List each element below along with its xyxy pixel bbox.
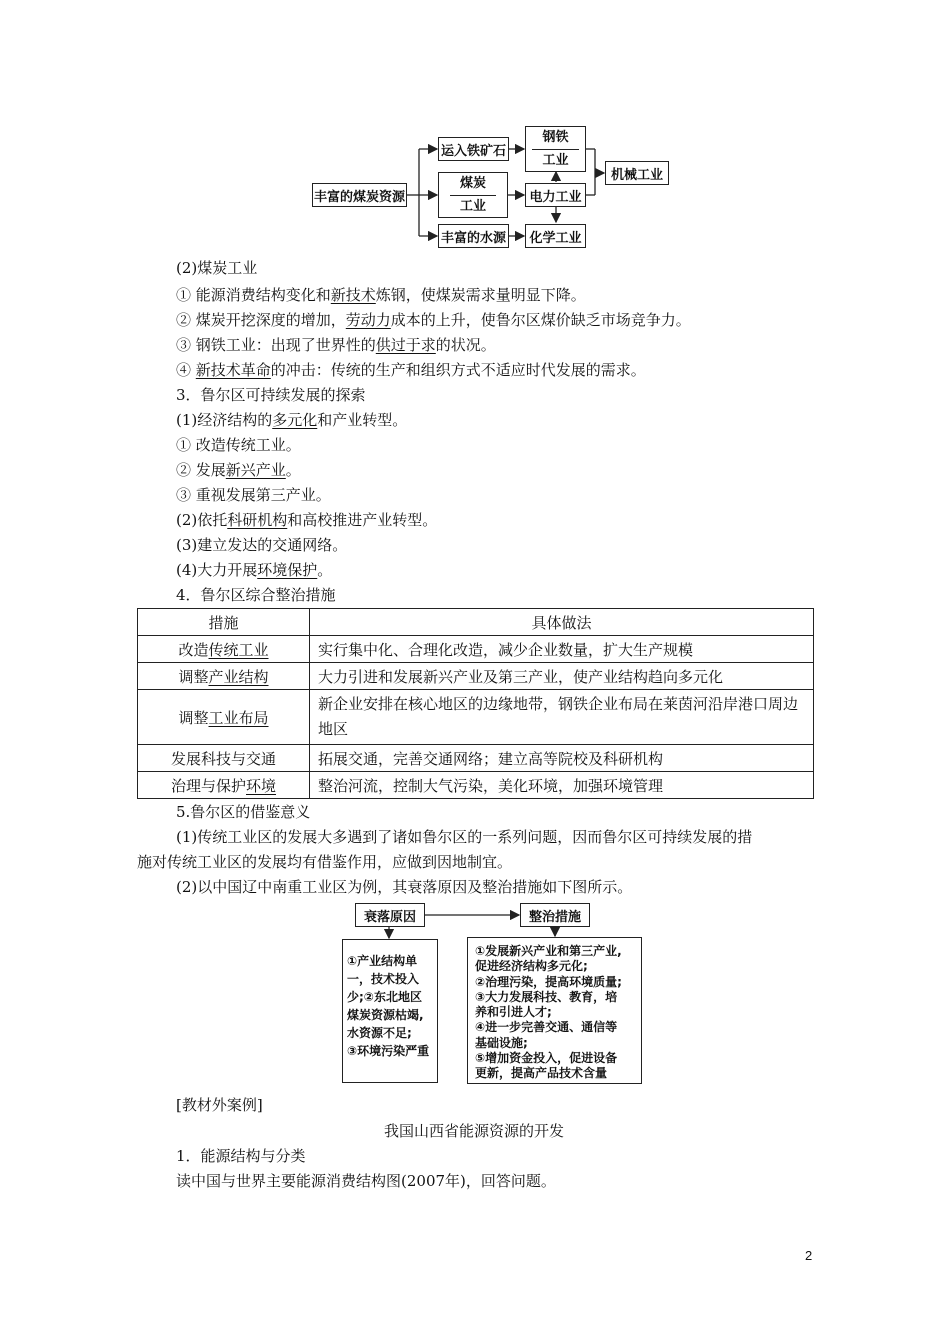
measure-title-box (520, 903, 590, 927)
extra-section1-text: 读中国与世界主要能源消费结构图(2007年)，回答问题。 (176, 1172, 556, 1190)
table-header-detail: 具体做法 (310, 609, 814, 636)
section2-item: ③ 钢铁工业：出现了世界性的供过于求的状况。 (176, 336, 496, 354)
cause-panel (342, 939, 438, 1083)
table-cell-detail: 拓展交通，完善交通网络；建立高等院校及科研机构 (310, 745, 814, 772)
power-industry-label: 电力工业 (529, 189, 582, 205)
extra-case-title: 我国山西省能源资源的开发 (384, 1122, 565, 1140)
table-cell-measure: 调整工业布局 (138, 690, 310, 745)
section4-heading: 4．鲁尔区综合整治措施 (176, 586, 336, 604)
machinery-industry-label: 机械工业 (610, 167, 663, 183)
section3-item: ① 改造传统工业。 (176, 436, 301, 454)
extra-case-tag: [教材外案例] (176, 1096, 263, 1114)
chemical-industry-label: 化学工业 (529, 230, 582, 246)
section5-paragraph1-line1: (1)传统工业区的发展大多遇到了诸如鲁尔区的一系列问题，因而鲁尔区可持续发展的措 (176, 828, 753, 846)
section3-item: ③ 重视发展第三产业。 (176, 486, 331, 504)
page-number: 2 (805, 1248, 813, 1263)
section5-paragraph1-line2: 施对传统工业区的发展均有借鉴作用，应做到因地制宜。 (137, 853, 513, 871)
section2-item: ④ 新技术革命的冲击：传统的生产和组织方式不适应时代发展的需求。 (176, 361, 646, 379)
section2-heading: (2)煤炭工业 (176, 259, 258, 277)
section3-item: (3)建立发达的交通网络。 (176, 536, 348, 554)
section5-paragraph2: (2)以中国辽中南重工业区为例，其衰落原因及整治措施如下图所示。 (176, 878, 633, 896)
table-cell-measure: 改造传统工业 (138, 636, 310, 663)
measure-lines: ①发展新兴产业和第三产业, 促进经济结构多元化; ②治理污染，提高环境质量; ③大力发展科技、教育，培 养和引进人才; ④进一步完善交通、通信等 基础设施; ⑤增加资金投入，促进设备 更新，提高产品技术含量 (475, 944, 622, 1081)
section3-item: (2)依托科研机构和高校推进产业转型。 (176, 511, 438, 529)
steel-industry-label-1: 钢铁 (542, 129, 569, 145)
section2-item: ② 煤炭开挖深度的增加，劳动力成本的上升，使鲁尔区煤价缺乏市场竞争力。 (176, 311, 691, 329)
table-header-measure: 措施 (138, 609, 310, 636)
table-cell-measure: 发展科技与交通 (138, 745, 310, 772)
table-cell-detail: 实行集中化、合理化改造，减少企业数量，扩大生产规模 (310, 636, 814, 663)
water-label: 丰富的水源 (440, 230, 506, 246)
measure-panel (467, 937, 642, 1084)
coal-industry-label-1: 煤炭 (459, 175, 486, 191)
steel-industry-label-2: 工业 (532, 149, 578, 172)
table-cell-detail: 整治河流，控制大气污染，美化环境，加强环境管理 (310, 772, 814, 799)
table-cell-measure: 治理与保护环境 (138, 772, 310, 799)
table-cell-measure: 调整产业结构 (138, 663, 310, 690)
section3-heading: 3．鲁尔区可持续发展的探索 (176, 386, 366, 404)
table-cell-detail: 新企业安排在核心地区的边缘地带，钢铁企业布局在莱茵河沿岸港口周边地区 (310, 690, 814, 745)
coal-industry-label-2: 工业 (450, 195, 496, 218)
section3-item: (4)大力开展环境保护。 (176, 561, 333, 579)
table-cell-detail: 大力引进和发展新兴产业及第三产业，使产业结构趋向多元化 (310, 663, 814, 690)
iron-ore-label: 运入铁矿石 (440, 143, 506, 159)
section5-heading: 5.鲁尔区的借鉴意义 (176, 803, 311, 821)
extra-section1-heading: 1．能源结构与分类 (176, 1147, 306, 1165)
section3-item: (1)经济结构的多元化和产业转型。 (176, 411, 408, 429)
cause-title-label: 衰落原因 (363, 909, 416, 925)
measure-title-label: 整治措施 (528, 909, 581, 925)
section2-item: ① 能源消费结构变化和新技术炼钢，使煤炭需求量明显下降。 (176, 286, 586, 304)
section3-item: ② 发展新兴产业。 (176, 461, 301, 479)
cause-title-box (355, 903, 425, 927)
cause-lines: ①产业结构单 一，技术投入 少;②东北地区 煤炭资源枯竭, 水资源不足; ③环境污染严重 (347, 954, 430, 1058)
coal-resources-label: 丰富的煤炭资源 (313, 189, 405, 205)
